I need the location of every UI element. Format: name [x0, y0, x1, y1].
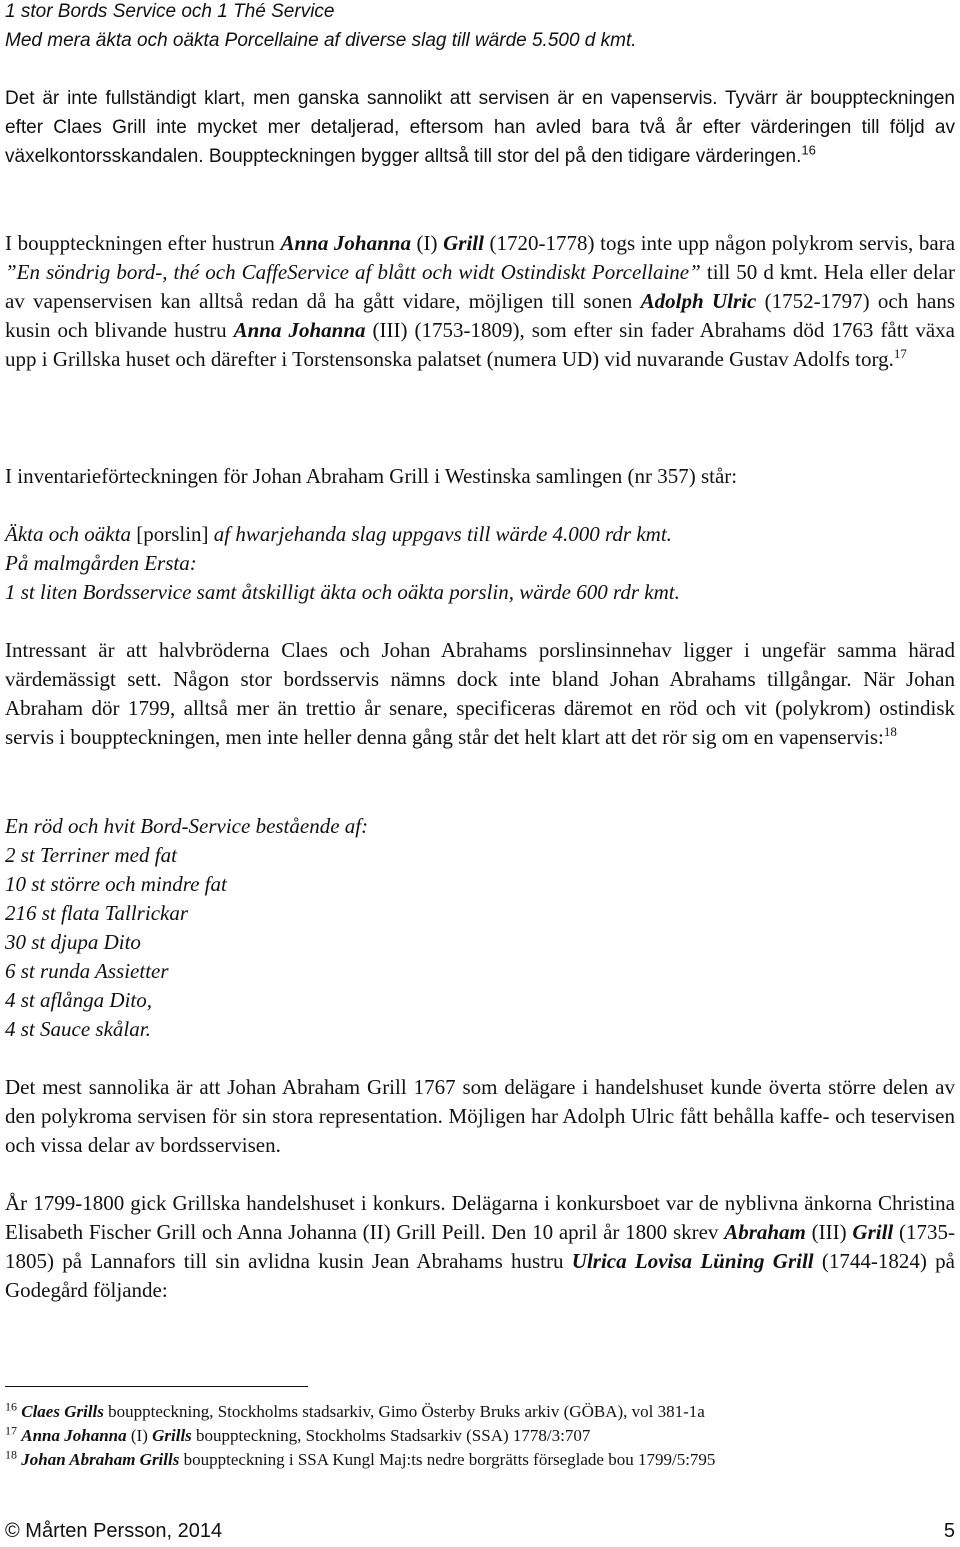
- inventory-line-2: På malmgården Ersta:: [5, 551, 197, 575]
- person-name: Anna Johanna: [280, 231, 411, 255]
- paragraph-vapenservis: [5, 84, 955, 171]
- valuation-line-2: Med mera äkta och oäkta Porcellaine af diverse slag till wärde 5.500 d kmt.: [5, 30, 637, 51]
- person-name: Abraham: [724, 1220, 806, 1244]
- paragraph-sannolika: Det mest sannolika är att Johan Abraham Grill 1767 som delägare i handelshuset kunde överta större delen av den polykroma servisen för sin stora representation. Möjligen har Adolph Ulric fått behålla kaffe- och teservisen och vissa delar av bordsservisen.: [5, 1075, 955, 1157]
- footnote-18: $^{18}$ Johan Abraham Grills bouppteckning i SSA Kungl Maj:ts nedre borgrätts förseglade bou 1799/5:795: [5, 1447, 716, 1469]
- paragraph-intressant: Intressant är att halvbröderna Claes och Johan Abrahams porslinsinnehav ligger i ungefär samma härad värdemässigt sett. Någon stor bordsservis nämns dock inte bland Johan Abrahams tillgångar. När Johan Abraham dör 1799, alltså mer än trettio år senare, specificeras däremot en röd och vit (polykrom) ostindisk servis i bouppteckningen, men inte heller denna gång står det helt klart att det rör sig om en vapenservis:$^{18}$: [5, 638, 955, 749]
- inventory-line-3: 1 st liten Bordsservice samt åtskilligt äkta och oäkta porslin, wärde 600 rdr kmt.: [5, 580, 680, 604]
- service-list: [5, 812, 955, 1044]
- service-list-item: 10 st större och mindre fat: [5, 872, 227, 896]
- footnote-ref-16: 16: [801, 142, 816, 158]
- service-list-item: En röd och hvit Bord-Service bestående af:: [5, 814, 369, 838]
- valuation-line-1: 1 stor Bords Service och 1 Thé Service: [5, 1, 335, 22]
- service-list-item: 216 st flata Tallrickar: [5, 901, 189, 925]
- inventory-list: [5, 520, 955, 607]
- copyright-notice: © Mårten Persson, 2014: [5, 1520, 223, 1542]
- footnote-17: $^{17}$ Anna Johanna (I) Grills bouppteckning, Stockholms Stadsarkiv (SSA) 1778/3:707: [5, 1423, 591, 1445]
- service-list-item: 30 st djupa Dito: [5, 930, 141, 954]
- paragraph-inventarie: I inventarieförteckningen för Johan Abraham Grill i Westinska samlingen (nr 357) står:: [5, 464, 738, 488]
- person-name: Ulrica Lovisa Lüning Grill: [571, 1249, 814, 1273]
- person-name: Anna Johanna: [233, 318, 366, 342]
- service-list-item: 2 st Terriner med fat: [5, 843, 177, 867]
- person-name: Grill: [443, 231, 484, 255]
- inventory-line-1: Äkta och oäkta [porslin] af hwarjehanda slag uppgavs till wärde 4.000 rdr kmt.: [5, 522, 672, 546]
- paragraph-konkurs: År 1799-1800 gick Grillska handelshuset i konkurs. Delägarna i konkursboet var de nyblivna änkorna Christina Elisabeth Fischer Grill och Anna Johanna (II) Grill Peill. Den 10 april år 1800 skrev Abraham (III) Grill (1735-1805) på Lannafors till sin avlidna kusin Jean Abrahams hustru Ulrica Lovisa Lüning Grill (1744-1824) på Godegård följande:: [5, 1191, 955, 1302]
- service-list-item: 6 st runda Assietter: [5, 959, 169, 983]
- person-name: Adolph Ulric: [640, 289, 757, 313]
- paragraph-vapenservis-text: Det är inte fullständigt klart, men ganska sannolikt att servisen är en vapenservis. Tyvärr är bouppteckningen efter Claes Grill inte mycket mer detaljerad, eftersom han avled bara två år efter värderingen till följd av växelkontorsskandalen. Bouppteckningen bygger alltså till stor del på den tidigare värderingen.: [5, 88, 955, 167]
- footnote-divider: [5, 1386, 308, 1387]
- page-footer: [5, 1519, 955, 1543]
- paragraph-anna-johanna: I bouppteckningen efter hustrun Anna Johanna (I) Grill (1720-1778) togs inte upp någon polykrom servis, bara ”En söndrig bord-, thé och CaffeService af blått och widt Ostindiskt Porcellaine” till 50 d kmt. Hela eller delar av vapenservisen kan alltså redan då ha gått vidare, möjligen till sonen Adolph Ulric (1752-1797) och hans kusin och blivande hustru Anna Johanna (III) (1753-1809), som efter sin fader Abrahams död 1763 fått växa upp i Grillska huset och därefter i Torstensonska palatset (numera UD) vid nuvarande Gustav Adolfs torg.$^{17}$: [5, 231, 956, 371]
- footnote-16: $^{16}$ Claes Grills bouppteckning, Stockholms stadsarkiv, Gimo Österby Bruks arkiv (GÖBA), vol 381-1a: [5, 1399, 705, 1421]
- page-number: 5: [943, 1520, 955, 1542]
- footnote-ref-18: 18: [883, 724, 897, 739]
- footnotes: [5, 1400, 955, 1472]
- person-name: Grill: [852, 1220, 894, 1244]
- service-list-item: 4 st Sauce skålar.: [5, 1017, 151, 1041]
- service-list-item: 4 st aflånga Dito,: [5, 988, 153, 1012]
- inventory-quote: ”En söndrig bord-, thé och CaffeService af blått och widt Ostindiskt Porcellaine”: [5, 260, 701, 284]
- footnote-ref-17: 17: [893, 346, 907, 361]
- valuation-quote: [5, 0, 955, 55]
